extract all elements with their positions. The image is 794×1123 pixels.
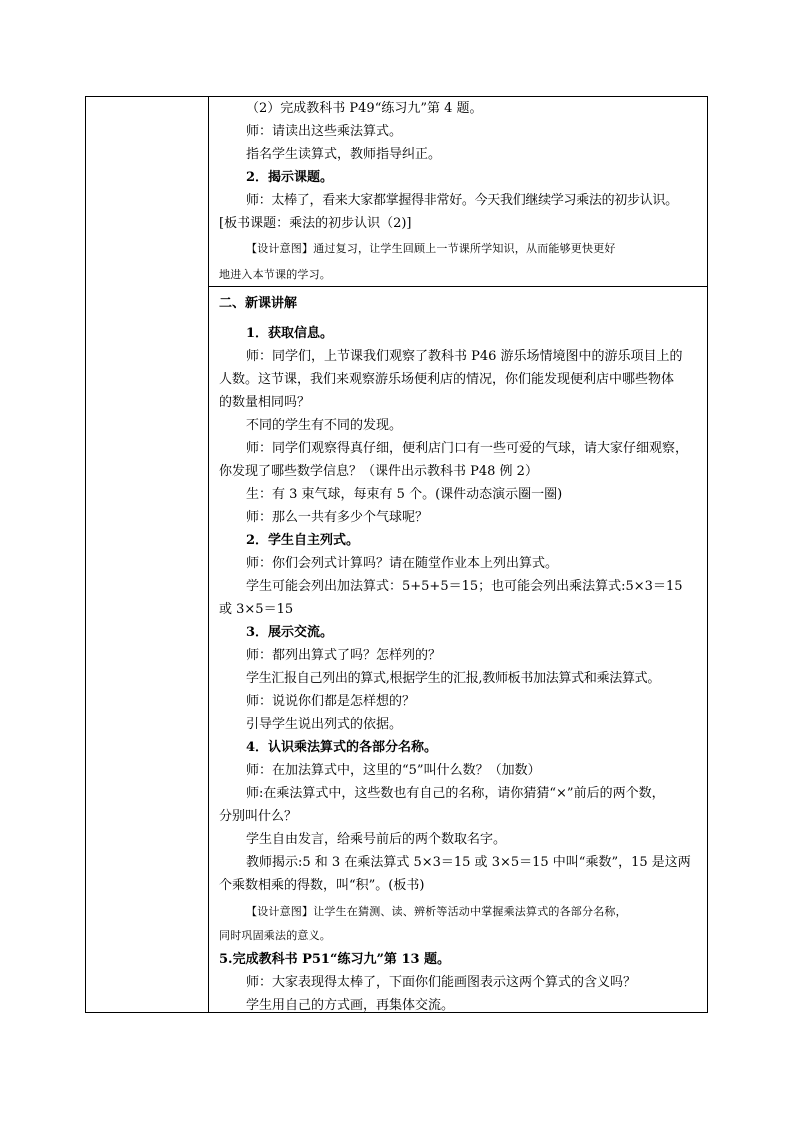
text-line: 分别叫什么？ [219, 809, 298, 824]
step-heading: 2．揭示课题。 [246, 170, 334, 185]
design-intent-note: 同时巩固乘法的意义。 [219, 929, 331, 942]
step-heading: 3．展示交流。 [246, 625, 334, 640]
lesson-table [85, 96, 708, 1013]
text-line: 师：请读出这些乘法算式。 [246, 124, 403, 139]
text-line: 学生用自己的方式画，再集体交流。 [246, 998, 455, 1013]
step-heading: 5.完成教科书 P51“练习九”第 13 题。 [219, 952, 451, 967]
text-line: 不同的学生有不同的发现。 [246, 418, 403, 433]
text-line: 指名学生读算式，教师指导纠正。 [246, 147, 442, 162]
step-heading: 4．认识乘法算式的各部分名称。 [246, 740, 438, 755]
text-line: 或 3×5＝15 [219, 602, 294, 617]
text-line: 师：同学们，上节课我们观察了教科书 P46 游乐场情境图中的游乐项目上的 [246, 349, 683, 364]
text-line: 师：同学们观察得真仔细，便利店门口有一些可爱的气球，请大家仔细观察， [246, 441, 689, 456]
step-heading: 1．获取信息。 [246, 326, 334, 341]
text-line: 学生自由发言，给乘号前后的两个数取名字。 [246, 832, 507, 847]
text-line: 师：在加法算式中，这里的“5”叫什么数？（加数） [246, 763, 541, 778]
text-line: 你发现了哪些数学信息？（课件出示教科书 P48 例 2） [219, 464, 538, 479]
review-exercise: （2）完成教科书 P49“练习九”第 4 题。 [246, 101, 483, 116]
text-line: 人数。这节课，我们来观察游乐场便利店的情况，你们能发现便利店中哪些物体 [219, 372, 675, 387]
text-line: 生：有 3 束气球，每束有 5 个。(课件动态演示圈一圈) [246, 487, 563, 502]
text-line: 师：都列出算式了吗？怎样列的？ [246, 648, 442, 663]
text-line: 引导学生说出列式的依据。 [246, 717, 403, 732]
text-line: 教师揭示:5 和 3 在乘法算式 5×3＝15 或 3×5＝15 中叫“乘数”，15 是这两 [246, 855, 691, 870]
design-intent-note: 【设计意图】让学生在猜测、读、辨析等活动中掌握乘法算式的各部分名称， [246, 905, 627, 918]
text-line: 学生可能会列出加法算式：5+5+5＝15；也可能会列出乘法算式:5×3＝15 [246, 579, 683, 594]
text-line: 的数量相同吗？ [219, 395, 311, 410]
text-line: 师：你们会列式计算吗？请在随堂作业本上列出算式。 [246, 556, 559, 571]
text-line: 学生汇报自己列出的算式,根据学生的汇报,教师板书加法算式和乘法算式。 [246, 671, 661, 686]
board-title: [板书课题：乘法的初步认识（2)] [219, 216, 412, 231]
text-line: 师:在乘法算式中，这些数也有自己的名称，请你猜猜“×”前后的两个数， [246, 786, 665, 801]
row-divider [208, 286, 707, 287]
text-line: 师：说说你们都是怎样想的？ [246, 694, 416, 709]
step-heading: 2．学生自主列式。 [246, 533, 360, 548]
text-line: 师：大家表现得太棒了，下面你们能画图表示这两个算式的含义吗？ [246, 975, 637, 990]
design-intent-note: 地进入本节课的学习。 [219, 268, 331, 281]
column-divider [208, 97, 209, 1012]
section-heading: 二、新课讲解 [219, 296, 298, 311]
design-intent-note: 【设计意图】通过复习，让学生回顾上一节课所学知识，从而能够更快更好 [246, 242, 616, 255]
text-line: 师：那么一共有多少个气球呢？ [246, 510, 429, 525]
text-line: 师：太棒了，看来大家都掌握得非常好。今天我们继续学习乘法的初步认识。 [246, 193, 678, 208]
text-line: 个乘数相乘的得数，叫“积”。(板书) [219, 878, 425, 893]
